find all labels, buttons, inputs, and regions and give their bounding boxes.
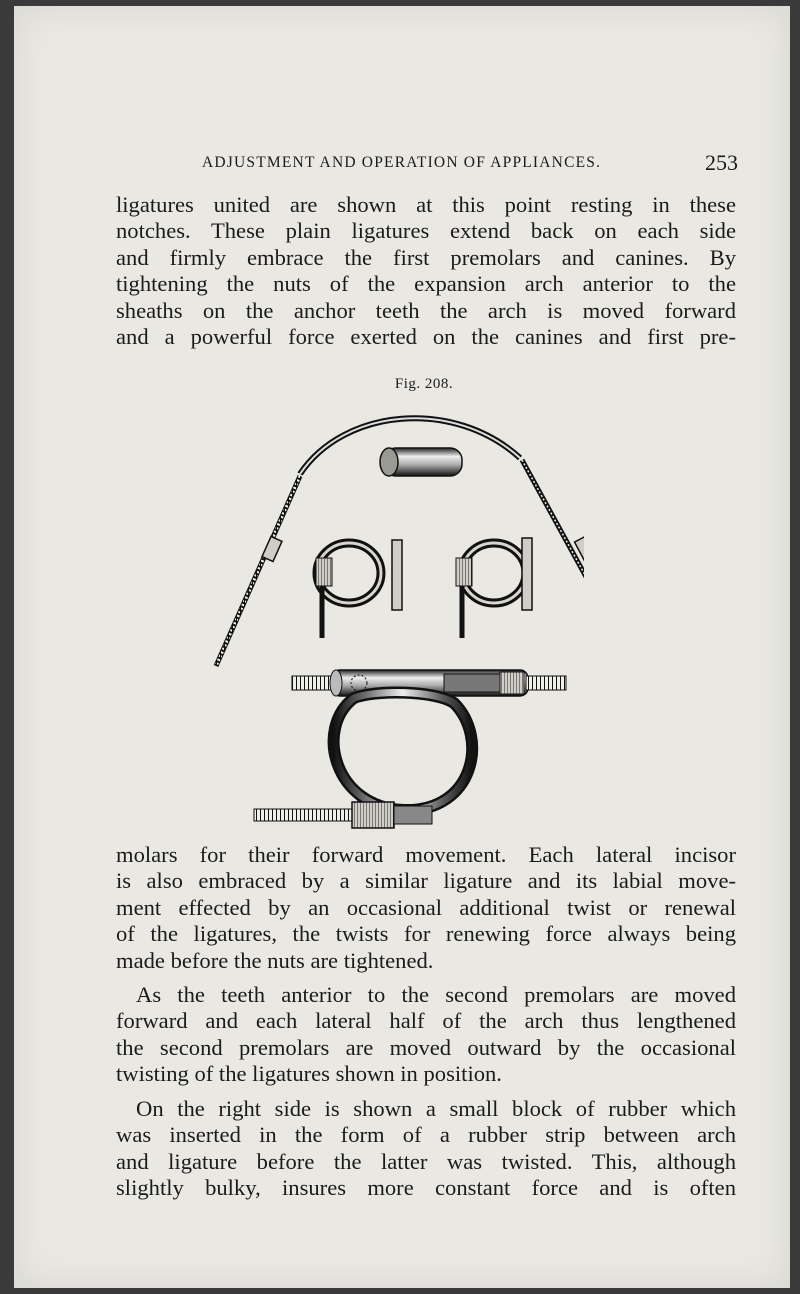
text-line: twisting of the ligatures shown in position. xyxy=(116,1061,502,1087)
text-line: sheaths on the anchor teeth the arch is moved forward xyxy=(116,297,736,323)
page-number: 253 xyxy=(705,150,738,175)
text-line: ment effected by an occasional additional twist or renewal xyxy=(116,894,736,920)
clamp-band-right xyxy=(456,538,532,638)
figure-208-illustration xyxy=(204,398,584,838)
text-line: slightly bulky, insures more constant force and is often xyxy=(116,1175,736,1201)
paragraph-third xyxy=(116,1096,736,1202)
text-line: the second premolars are moved outward by the occasional xyxy=(116,1034,736,1060)
rubber-block xyxy=(380,448,462,476)
text-line: forward and each lateral half of the arch thus lengthened xyxy=(116,1008,736,1034)
text-line: notches. These plain ligatures extend back on each side xyxy=(116,218,736,244)
paragraph-top xyxy=(116,192,736,350)
large-clamp-band xyxy=(254,693,472,828)
running-head: ADJUSTMENT AND OPERATION OF APPLIANCES. xyxy=(202,154,602,171)
text-line: molars for their forward movement. Each lateral incisor xyxy=(116,842,736,867)
text-line: of the ligatures, the twists for renewing force always being xyxy=(116,921,736,947)
text-line: and firmly embrace the first premolars and canines. By xyxy=(116,244,736,270)
text-line: was inserted in the form of a rubber strip between arch xyxy=(116,1122,736,1148)
text-line: tightening the nuts of the expansion arch anterior to the xyxy=(116,271,736,297)
text-line: made before the nuts are tightened. xyxy=(116,947,434,973)
figure-caption: Fig. 208. xyxy=(394,376,454,392)
text-line: On the right side is shown a small block of rubber which xyxy=(136,1096,736,1121)
paragraph-continued xyxy=(116,842,736,974)
text-line: As the teeth anterior to the second premolars are moved xyxy=(136,982,736,1007)
book-page xyxy=(14,6,790,1288)
paragraph-second xyxy=(116,982,736,1088)
page-header xyxy=(202,152,738,180)
text-line: and a powerful force exerted on the canines and first pre- xyxy=(116,324,736,350)
text-line: is also embraced by a similar ligature and its labial move- xyxy=(116,868,736,894)
text-line: ligatures united are shown at this point resting in these xyxy=(116,192,736,217)
clamp-band-left xyxy=(316,540,402,638)
text-line: and ligature before the latter was twisted. This, although xyxy=(116,1148,736,1174)
